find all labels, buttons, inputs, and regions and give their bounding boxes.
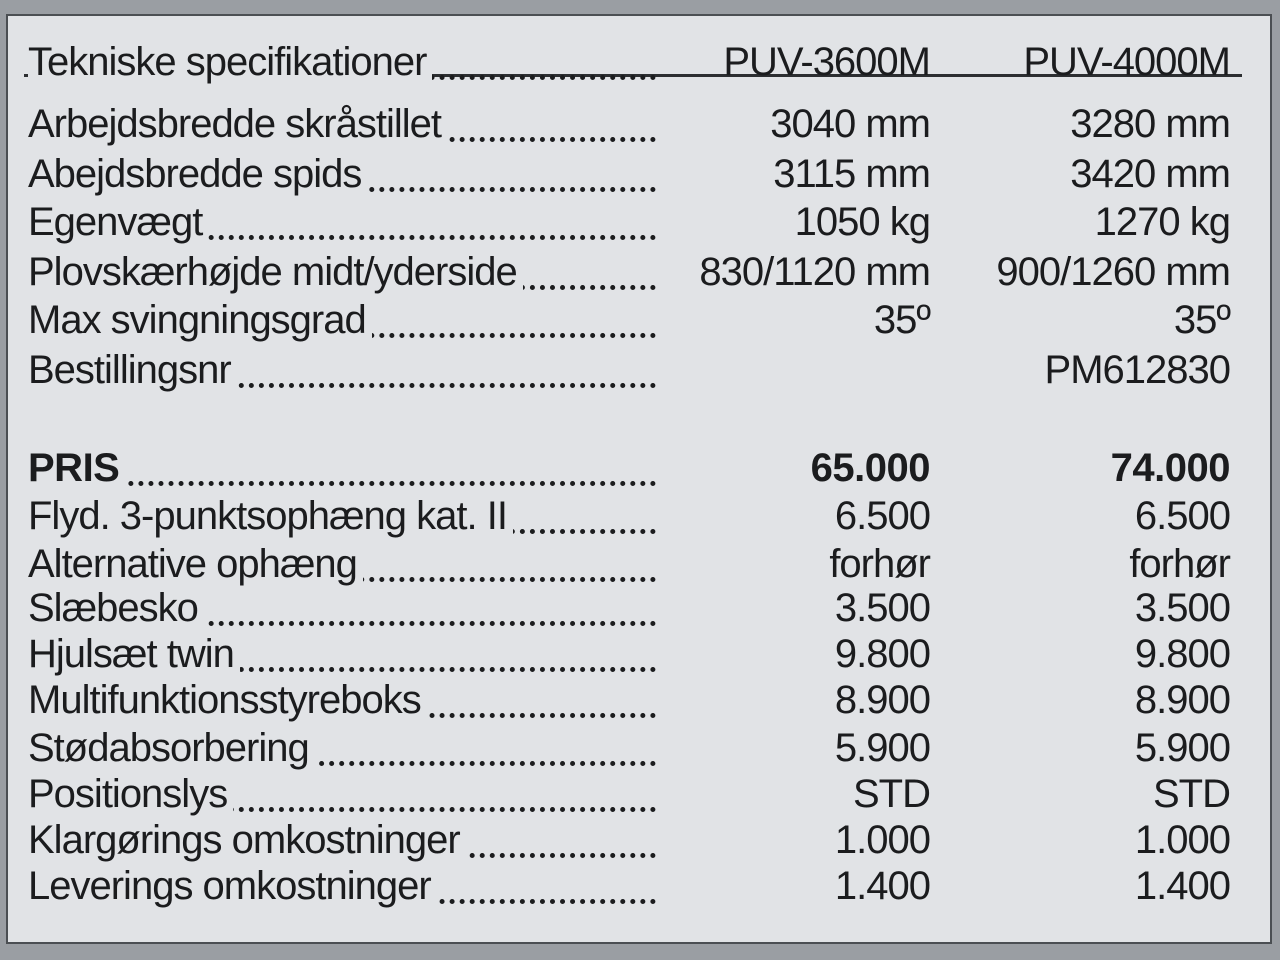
option-price-puv-3600m: 1.400: [834, 864, 930, 908]
option-price-puv-4000m: 5.900: [1134, 726, 1230, 770]
header-title-cell: [28, 40, 656, 90]
option-row: [28, 632, 1238, 682]
option-price-puv-3600m: 1.000: [834, 818, 930, 862]
option-price-puv-3600m: 9.800: [834, 632, 930, 676]
option-price-puv-4000m: 1.400: [1134, 864, 1230, 908]
header-title: Tekniske specifikationer: [28, 40, 432, 84]
spec-row: [28, 152, 1238, 202]
spec-row: [28, 298, 1238, 348]
option-price-puv-4000m: forhør: [1129, 542, 1230, 586]
option-price-puv-3600m: 6.500: [834, 494, 930, 538]
option-price-puv-3600m: forhør: [829, 542, 930, 586]
spec-row: [28, 348, 1238, 398]
option-row: [28, 586, 1238, 636]
spec-label: Arbejdsbredde skråstillet: [28, 102, 447, 146]
spec-value-puv-3600m: 1050 kg: [794, 200, 930, 244]
option-label: Multifunktionsstyreboks: [28, 678, 427, 722]
option-row: [28, 542, 1238, 592]
spec-row: [28, 200, 1238, 250]
option-price-puv-3600m: 3.500: [834, 586, 930, 630]
price-puv-4000m: 74.000: [1110, 446, 1230, 490]
option-row: [28, 726, 1238, 776]
spec-label: Bestillingsnr: [28, 348, 237, 392]
spec-value-puv-3600m: 830/1120 mm: [699, 250, 930, 294]
option-price-puv-4000m: STD: [1153, 772, 1230, 816]
option-price-puv-4000m: 8.900: [1134, 678, 1230, 722]
spec-value-puv-4000m: PM612830: [1044, 348, 1230, 392]
option-label: Klargørings omkostninger: [28, 818, 466, 862]
option-label: Positionslys: [28, 772, 233, 816]
column-header-puv-4000m: PUV-4000M: [1023, 40, 1230, 84]
spec-value-puv-3600m: 35º: [873, 298, 930, 342]
spec-value-puv-3600m: 3115 mm: [773, 152, 930, 196]
price-label: PRIS: [28, 446, 125, 490]
option-price-puv-3600m: 5.900: [834, 726, 930, 770]
spec-label: Plovskærhøjde midt/yderside: [28, 250, 523, 294]
spec-value-puv-4000m: 900/1260 mm: [996, 250, 1230, 294]
option-row: [28, 818, 1238, 868]
option-label: Hjulsæt twin: [28, 632, 240, 676]
option-label: Stødabsorbering: [28, 726, 315, 770]
spec-value-puv-4000m: 3280 mm: [1070, 102, 1230, 146]
option-price-puv-4000m: 1.000: [1134, 818, 1230, 862]
price-row: [28, 446, 1238, 496]
option-label: Flyd. 3-punktsophæng kat. II: [28, 494, 513, 538]
option-row: [28, 678, 1238, 728]
option-row: [28, 494, 1238, 544]
option-price-puv-4000m: 9.800: [1134, 632, 1230, 676]
option-price-puv-4000m: 6.500: [1134, 494, 1230, 538]
spec-label: Max svingningsgrad: [28, 298, 372, 342]
spec-row: [28, 102, 1238, 152]
option-price-puv-4000m: 3.500: [1134, 586, 1230, 630]
spec-value-puv-3600m: 3040 mm: [770, 102, 930, 146]
option-label: Alternative ophæng: [28, 542, 363, 586]
spec-label: Abejdsbredde spids: [28, 152, 367, 196]
option-price-puv-3600m: STD: [853, 772, 930, 816]
table-header: [28, 40, 1238, 90]
spec-value-puv-4000m: 3420 mm: [1070, 152, 1230, 196]
spec-label: Egenvægt: [28, 200, 208, 244]
option-price-puv-3600m: 8.900: [834, 678, 930, 722]
option-row: [28, 864, 1238, 914]
option-row: [28, 772, 1238, 822]
spec-row: [28, 250, 1238, 300]
price-puv-3600m: 65.000: [810, 446, 930, 490]
option-label: Slæbesko: [28, 586, 204, 630]
spec-value-puv-4000m: 35º: [1173, 298, 1230, 342]
option-label: Leverings omkostninger: [28, 864, 437, 908]
spec-value-puv-4000m: 1270 kg: [1094, 200, 1230, 244]
column-header-puv-3600m: PUV-3600M: [723, 40, 930, 84]
